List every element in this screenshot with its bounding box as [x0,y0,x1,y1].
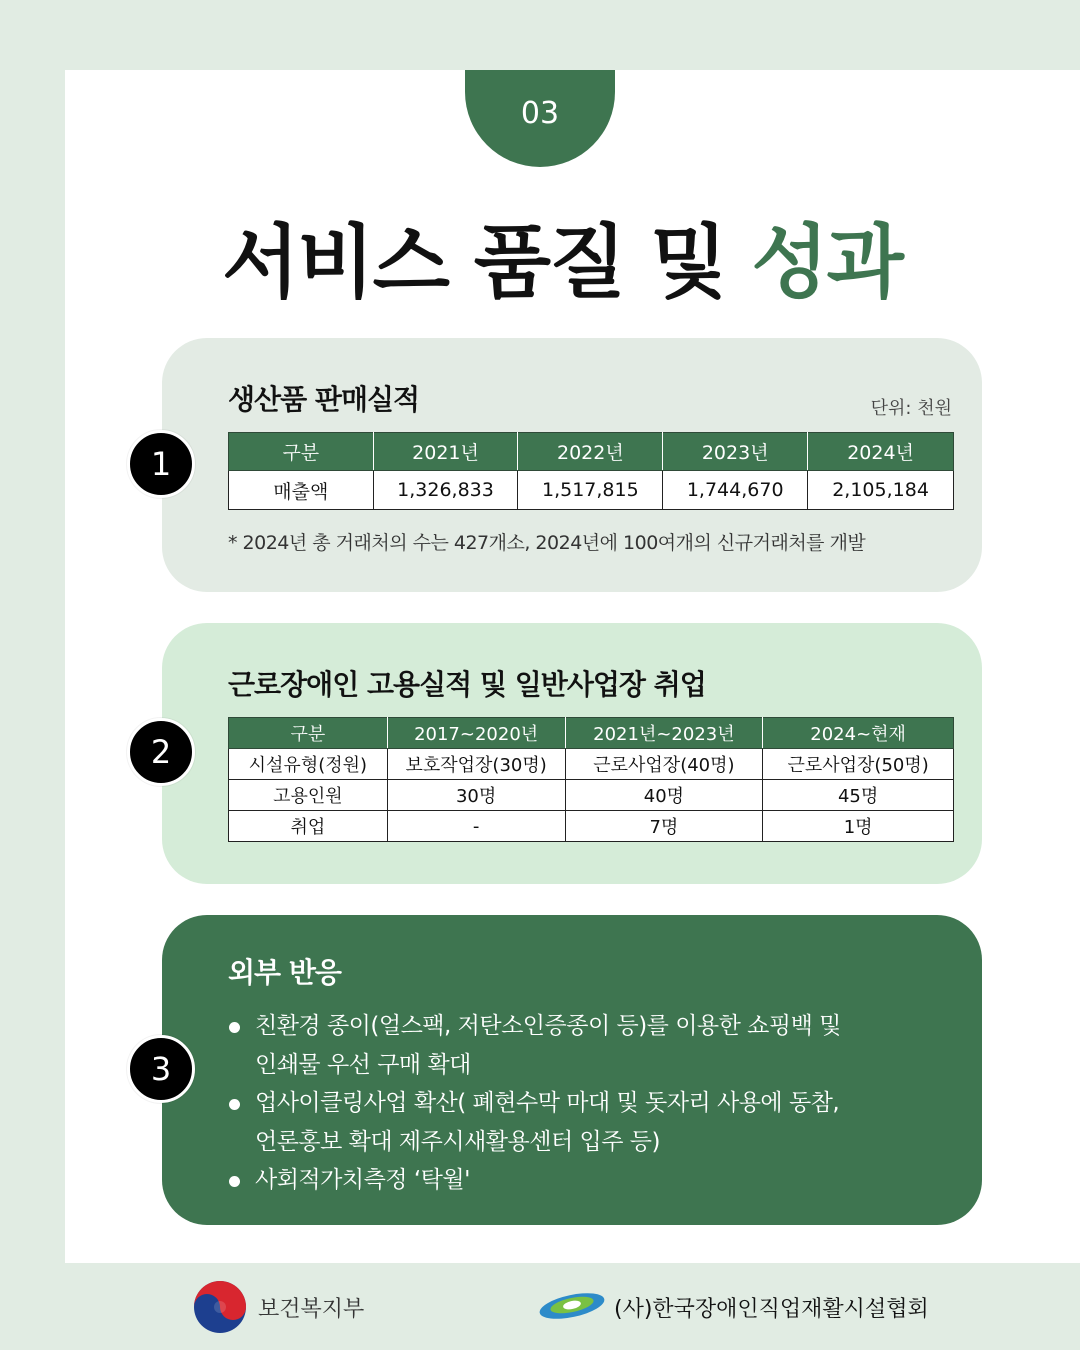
association-name: (사)한국장애인직업재활시설협회 [614,1297,929,1322]
card-title: 생산품 판매실적 [228,383,420,416]
list-item-text: 친환경 종이(얼스팩, 저탄소인증종이 등)를 이용한 쇼핑백 및 [255,1013,841,1039]
employment-table [228,717,954,842]
table-row [229,749,954,780]
list-item [228,1007,928,1084]
table-cell: 고용인원 [229,780,388,811]
bullet-dot [229,1099,240,1110]
table-cell: - [387,811,565,842]
table-cell: 2,105,184 [808,471,954,510]
table-header-cell: 구분 [229,718,388,749]
table-cell: 매출액 [229,471,374,510]
table-cell: 근로사업장(40명) [565,749,763,780]
table-header-cell: 2021년~2023년 [565,718,763,749]
employment-card [162,623,982,884]
page-title-main: 서비스 품질 및 [222,216,752,309]
table-header-row [229,433,954,471]
table-row [229,780,954,811]
number-badge: 3 [127,1035,195,1103]
list-item-text: 언론홍보 확대 제주시새활용센터 입주 등) [255,1128,660,1155]
table-cell: 7명 [565,811,763,842]
bullet-list [228,1007,928,1200]
table-cell: 근로사업장(50명) [763,749,954,780]
association-logo-icon [537,1288,607,1324]
table-row [229,471,954,510]
bullet-dot [229,1022,240,1033]
table-header-cell: 2022년 [518,433,663,471]
table-cell: 취업 [229,811,388,842]
page-title [0,198,1080,313]
number-badge: 1 [127,430,195,498]
sales-performance-card [162,338,982,592]
card-title: 근로장애인 고용실적 및 일반사업장 취업 [228,668,706,701]
table-cell: 30명 [387,780,565,811]
table-header-cell: 2017~2020년 [387,718,565,749]
section-number: 03 [520,96,560,131]
table-header-row [229,718,954,749]
table-cell: 보호작업장(30명) [387,749,565,780]
number-badge: 2 [127,718,195,786]
ministry-emblem-icon [193,1280,247,1334]
external-response-card [162,915,982,1225]
page-title-accent: 성과 [751,216,902,309]
table-cell: 1명 [763,811,954,842]
table-cell: 1,744,670 [663,471,808,510]
table-cell: 1,326,833 [373,471,518,510]
ministry-name: 보건복지부 [258,1297,365,1322]
unit-label: 단위: 천원 [870,398,952,419]
bullet-dot [229,1176,240,1187]
table-header-cell: 2024~현재 [763,718,954,749]
table-cell: 시설유형(정원) [229,749,388,780]
table-header-cell: 2024년 [808,433,954,471]
table-cell: 45명 [763,780,954,811]
table-header-cell: 구분 [229,433,374,471]
table-header-cell: 2021년 [373,433,518,471]
list-item [228,1161,928,1200]
list-item [228,1084,928,1161]
list-item-text: 업사이클링사업 확산( 폐현수막 마대 및 돗자리 사용에 동참, [255,1090,840,1116]
list-item-text: 인쇄물 우선 구매 확대 [255,1051,471,1078]
table-header-cell: 2023년 [663,433,808,471]
table-row [229,811,954,842]
list-item-text: 사회적가치측정 ‘탁월' [255,1167,470,1193]
table-cell: 1,517,815 [518,471,663,510]
table-cell: 40명 [565,780,763,811]
card-title: 외부 반응 [228,956,341,989]
footnote: * 2024년 총 거래처의 수는 427개소, 2024년에 100여개의 신규거래처를 개발 [228,532,866,554]
sales-table [228,432,954,510]
